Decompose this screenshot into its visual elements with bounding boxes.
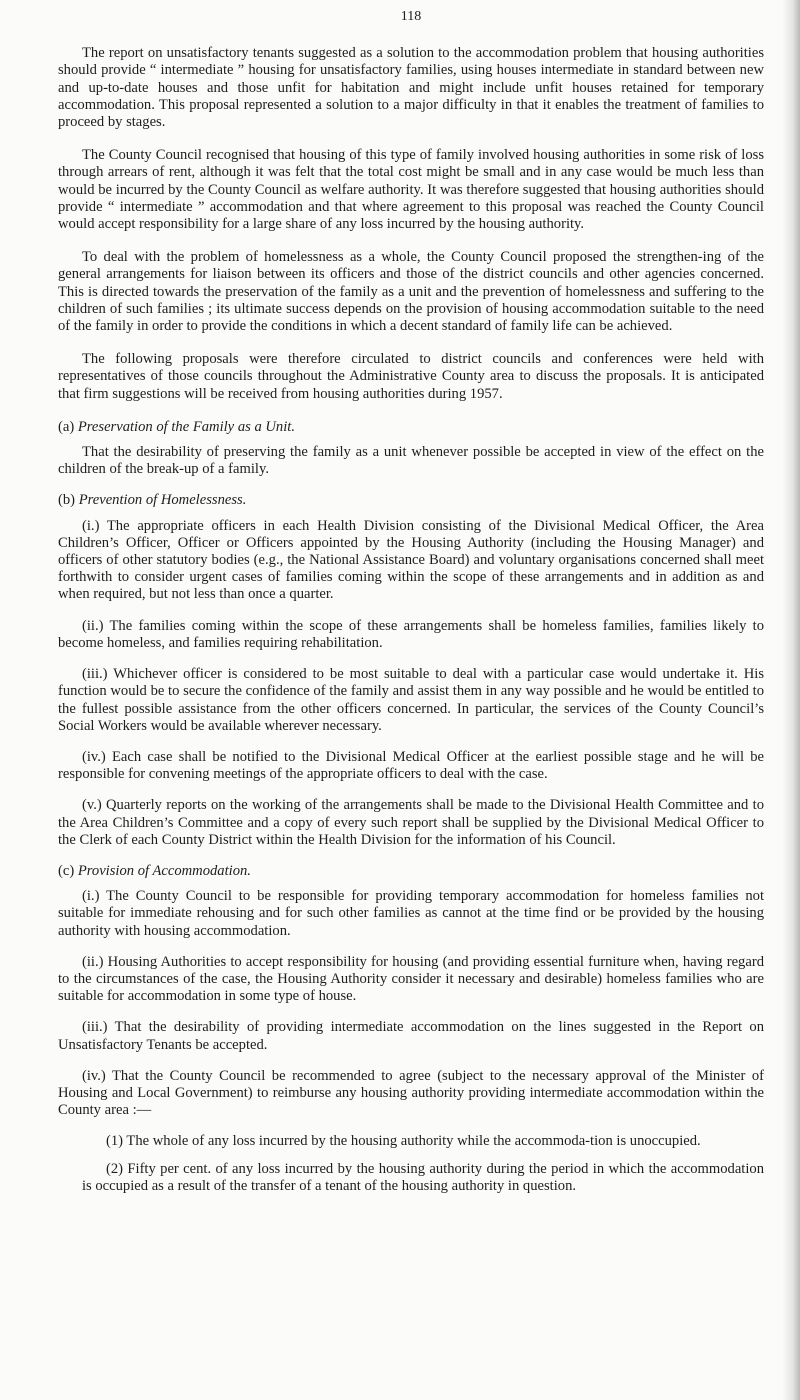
section-a-heading [58, 419, 764, 436]
section-b-item-v: (v.) Quarterly reports on the working of the arrangements shall be made to the Divisional Health Committee and to the Area Children’s Committee and a copy of every such report shall be supplied by the Divisional Medical Officer to the Clerk of each County District within the Health Division for the information of his Council. [58, 797, 764, 848]
section-b-title: Prevention of Homelessness. [78, 492, 247, 509]
section-a-title: Preservation of the Family as a Unit. [77, 418, 295, 435]
paragraph-county-council-recognised: The County Council recognised that housing of this type of family involved housing authorities in some risk of loss through arrears of rent, although it was felt that the total cost might be small and in any case would be much less than would be incurred by the County Council as welfare authority. It was therefore suggested that housing authorities should provide “ intermediate ” accommodation and that where agreement to this proposal was reached the County Council would accept responsibility for a large share of any loss incurred by the housing authority. [58, 147, 764, 233]
section-b-item-iv: (iv.) Each case shall be notified to the Divisional Medical Officer at the earliest possible stage and he will be responsible for convening meetings of the appropriate officers to deal with the case. [58, 748, 764, 783]
section-b-heading [58, 492, 764, 509]
paragraph-homelessness-whole: To deal with the problem of homelessness as a whole, the County Council proposed the strengthen-ing of the general arrangements for liaison between its officers and those of the district councils and other agencies concerned. This is directed towards the preservation of the family as a unit and the prevention of homelessness and suffering to the children of such families ; its ultimate success depends on the provision of housing accommodation suitable to the need of the family in order to provide the conditions in which a decent standard of family life can be achieved. [58, 249, 764, 335]
page-content [58, 8, 764, 1209]
section-b-item-ii: (ii.) The families coming within the scope of these arrangements shall be homeless families, families likely to become homeless, and families requiring rehabilitation. [58, 617, 764, 651]
section-a-text: That the desirability of preserving the family as a unit whenever possible be accepted in view of the effect on the children of the break-up of a family. [58, 444, 764, 478]
section-a-label: (a) [58, 418, 75, 435]
page-number: 118 [400, 9, 422, 24]
section-c-subitem-2: (2) Fifty per cent. of any loss incurred by the housing authority during the period in which the accommodation is occupied as a result of the transfer of a tenant of the housing authority in question. [82, 1160, 764, 1194]
section-c-item-i: (i.) The County Council to be responsible for providing temporary accommodation for homeless families not suitable for immediate rehousing and for such other families as cannot at the time find or be provided by the housing authority with housing accommodation. [58, 888, 764, 939]
section-c-label: (c) [58, 862, 75, 879]
section-c-heading [58, 863, 764, 880]
section-b-item-i: (i.) The appropriate officers in each Health Division consisting of the Divisional Medical Officer, the Area Children’s Officer, Officer or Officers appointed by the Housing Authority (including the Housing Manager) and officers of other statutory bodies (e.g., the National Assistance Board) and voluntary organisations concerned shall meet forthwith to consider urgent cases of families coming within the scope of these arrangements and in addition as and when required, but not less than once a quarter. [58, 517, 764, 603]
section-c-item-iii: (iii.) That the desirability of providing intermediate accommodation on the lines suggested in the Report on Unsatisfactory Tenants be accepted. [58, 1019, 764, 1053]
section-c-subitem-1: (1) The whole of any loss incurred by the housing authority while the accommoda-tion is unoccupied. [106, 1133, 701, 1150]
paragraph-intermediate-housing: The report on unsatisfactory tenants suggested as a solution to the accommodation problem that housing authorities should provide “ intermediate ” housing for unsatisfactory families, using houses intermediate in standard between new and up-to-date houses and those unfit for habitation and might include unfit houses retained for temporary accommodation. This proposal represented a solution to a major difficulty in that it enables the treatment of families to proceed by stages. [58, 45, 764, 131]
section-b-label: (b) [58, 492, 76, 509]
section-c-subitems [58, 1133, 764, 1195]
section-c-item-iv: (iv.) That the County Council be recommended to agree (subject to the necessary approval of the Minister of Housing and Local Government) to reimburse any housing authority providing intermediate accommodation within the County area :— [58, 1067, 764, 1119]
section-c-item-ii: (ii.) Housing Authorities to accept responsibility for housing (and providing essential furniture when, having regard to the circumstances of the case, the Housing Authority consider it necessary and desirable) homeless families who are suitable for accommodation in some type of house. [58, 953, 764, 1005]
section-b-item-iii: (iii.) Whichever officer is considered to be most suitable to deal with a particular case would undertake it. His function would be to secure the confidence of the family and assist them in any way possible and he would be entitled to the fullest possible assistance from the other officers concerned. In particular, the services of the County Council’s Social Workers would be available wherever necessary. [58, 666, 764, 734]
page-edge-shadow [782, 0, 800, 1400]
paragraph-following-proposals: The following proposals were therefore circulated to district councils and conferences were held with representatives of those councils throughout the Administrative County area to discuss the proposals. It is anticipated that firm suggestions will be received from housing authorities during 1957. [58, 351, 764, 402]
section-c-title: Provision of Accommodation. [77, 862, 251, 879]
